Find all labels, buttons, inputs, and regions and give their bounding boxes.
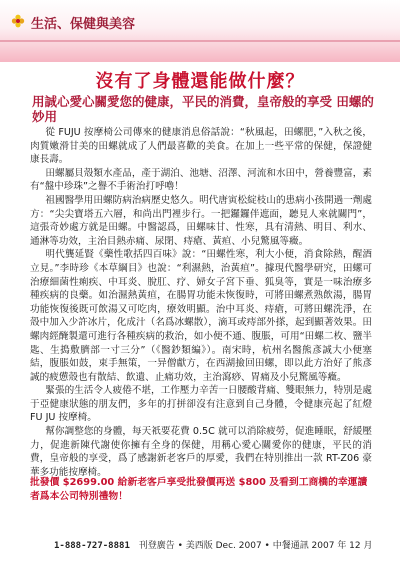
footer [54, 538, 373, 551]
paragraph-history: 祖國醫學用田螺防病治病歷史悠久。明代唐寅松綻枝山的患病小孩開過一劑處方：“尖尖寶塔五六層，和尚出門裡步行。一把鑼鑼伴遮面，聽見人來就關門”，這張奇妙處方就是田螺。中醫認爲，田螺味甘、性寒，具有清熱、明目、利水、通淋等功效，主治目熱赤痛、尿閉、痔瘡、黃疸、小兒驚風等癥。 [30, 194, 372, 247]
article-title: 沒有了身體還能做什麼？ [95, 71, 305, 92]
flower-icon [11, 14, 25, 28]
paragraph-massage-chair: 幫你調整您的身體，每天祇要花費 0.5C 就可以消除疲勞，促進睡眠，舒緩壓力，促進新陳代謝使你擁有全身的保健，用稱心愛心關愛你的健康，平民的消費，皇帝般的享受，爲了感謝新老客戶的厚愛，我們在特別推出一款 RT-Z06 豪華多功能按摩椅。 [30, 426, 372, 478]
article-subtitle: 用誠心愛心關愛您的健康，平民的消費，皇帝般的享受 田螺的妙用 [32, 94, 374, 124]
footer-phone: 1-888-727-8881 [54, 541, 130, 551]
section-label: 生活、保健與美容 [31, 17, 136, 32]
paragraph-snail-nutrition: 田螺屬貝殼類水產品，產于湖泊、池塘、沼澤、河流和水田中，營養豐富，素有“盤中珍珠”之譽不手術治打呼嚕！ [30, 167, 372, 193]
paragraph-remedies: 明代龔延賢《藥性歌括四百味》說：“田螺性寒，利大小便，消食除熱，醒酒立見。”李時珍《本草綱目》也說：“利濕熱，治黃疸”。據現代醫學研究，田螺可治療細菌性痢疾、中耳炎、脫肛、疗、婦女子宮下垂、狐臭等，實是一味治療多種疾病的良藥。如治濕熱黃疸，在腸胃功能未恢復時，可將田螺煮熟飲湯，腸胃功能恢復後既可飲湯又可吃肉，療效明顯。治中耳炎、痔瘡，可將田螺洗淨，在殼中加入少許冰片，化成汁（名爲冰螺散），滴耳或痔部外搽，起到顯著效果。田螺肉經醃製還可進行各種疾病的救治，如小便不通、腹脹，可用“田螺二枚、鹽半匙、生搗敷臍部一寸三分”（《醫鈔類編》）。南宋時，杭州名醫熊彥誠大小便塞結，腹脹如鼓，束手無策，一异僧獻方，在西湖撿回田螺，即以此方治好了熊彥誠的疲憊殼也有散結、飲遺、止痛功效，主治瀉痧、胃痛及小兒驚風等癥。 [30, 249, 372, 383]
paragraph-intro: 從 FUJU 按摩椅公司傳來的健康消息俗話說：“秋風起，田螺肥，”入秋之後，肉質嫩滑甘美的田螺就成了人們最喜歡的美食。在加上一些平常的保健，保證健康長壽。 [30, 127, 372, 166]
article-body [30, 126, 372, 479]
footer-publication: 刊登廣告 • 美西版 Dec. 2007 • 中餐通訊 2007 年 12 月 [138, 541, 373, 551]
header-divider [0, 40, 400, 42]
paragraph-stress: 緊張的生活令人疲倦不堪，工作壓力辛苦一日腰酸背痛、雙眼無力，特別是處于亞健康狀態的朋友們，多年的打拼卻沒有注意到自己身體，令健康亮起了紅燈 FU JU 按摩椅。 [30, 385, 372, 424]
promo-offer: 批發價 $2699.00 給新老客戶享受批發價再送 $800 及看到工商橋的幸運讀者爲本公司特別禮物！ [30, 477, 368, 502]
